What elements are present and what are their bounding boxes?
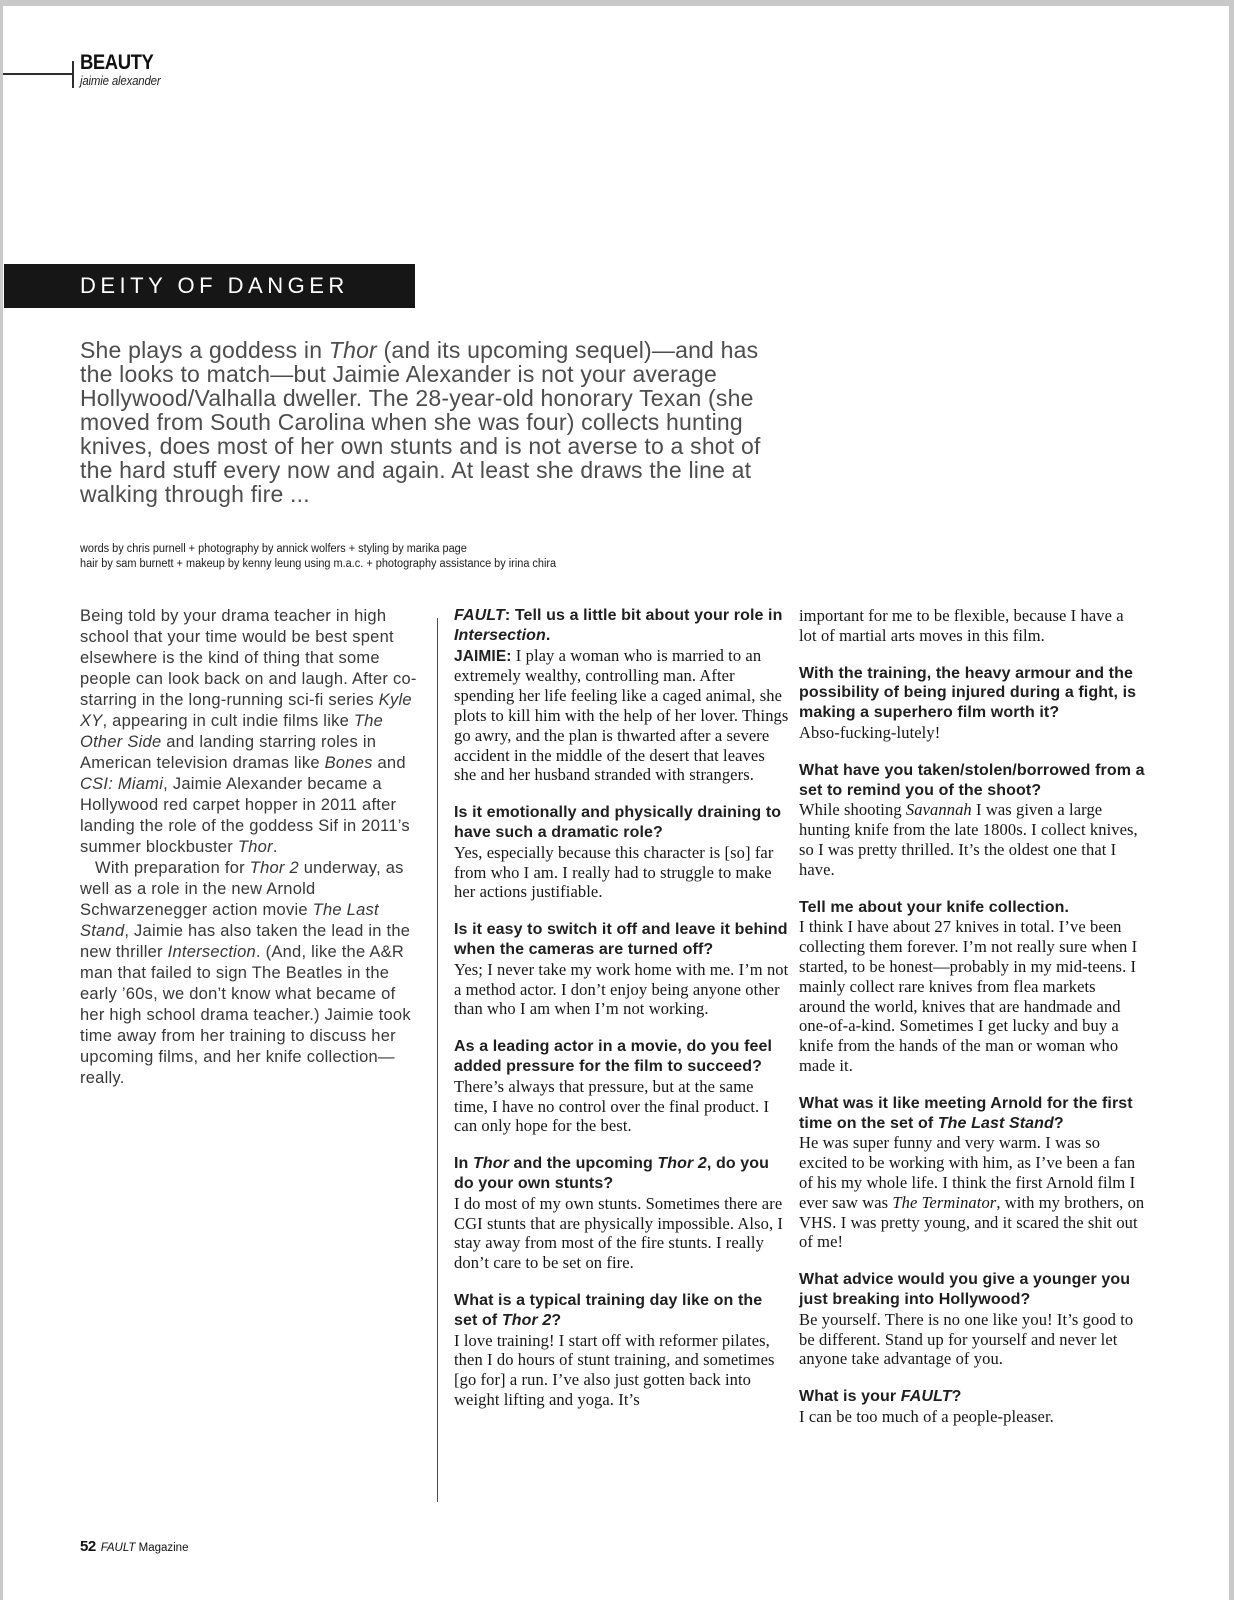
question-paragraph: What is your FAULT? bbox=[799, 1388, 962, 1406]
column-divider bbox=[437, 618, 438, 1502]
magazine-name-italic: FAULT bbox=[100, 1542, 136, 1554]
answer-paragraph: There’s always that pressure, but at the same time, I have no control over the final product. I can only hope for the best. bbox=[454, 1076, 770, 1136]
page-footer bbox=[80, 1538, 188, 1556]
answer-paragraph: I think I have about 27 knives in total. I’ve been collecting them forever. I’m not really sure when I started, to be honest—probably in my mid-teens. I mainly collect rare knives from flea markets around the world, knives that are handmade and one-of-a-kind. Sometimes I get lucky and buy a knife from the hands of the man or woman who made it. bbox=[799, 917, 1138, 1075]
question-paragraph: Is it emotionally and physically draining to have such a dramatic role? bbox=[454, 804, 782, 841]
article-title: DEITY OF DANGER bbox=[80, 273, 349, 298]
answer-paragraph: While shooting Savannah I was given a large hunting knife from the late 1800s. I collect knives, so I was pretty thrilled. It’s the oldest one that I have. bbox=[799, 800, 1138, 879]
question-paragraph: What advice would you give a younger you just breaking into Hollywood? bbox=[799, 1271, 1131, 1308]
kicker-rule-vertical bbox=[72, 61, 74, 88]
column-3 bbox=[799, 606, 1145, 1427]
answer-paragraph: Be yourself. There is no one like you! It’s good to be different. Stand up for yourself and never let anyone take advantage of you. bbox=[799, 1309, 1134, 1369]
column-2 bbox=[454, 606, 790, 1410]
answer-paragraph: Yes, especially because this character is [so] far from who I am. I really had to struggle to make her actions justifiable. bbox=[454, 842, 774, 902]
section-subject: jaimie alexander bbox=[80, 73, 161, 88]
question-paragraph: Is it easy to switch it off and leave it behind when the cameras are turned off? bbox=[454, 921, 788, 958]
question-paragraph: As a leading actor in a movie, do you feel added pressure for the film to succeed? bbox=[454, 1038, 773, 1075]
intro-paragraph: She plays a goddess in Thor (and its upcoming sequel)—and has the looks to match—but Jaimie Alexander is not your average Hollywood/Valhalla dweller. The 28-year-old honorary Texan (she moved from South Carolina when she was four) collects hunting knives, does most of her own stunts and is not averse to a shot of the hard stuff every now and again. At least she draws the line at walking through fire ... bbox=[80, 337, 761, 507]
answer-paragraph: I love training! I start off with reformer pilates, then I do hours of stunt training, and sometimes [go for] a run. I’ve also just gotten back into weight lifting and yoga. It’s bbox=[454, 1330, 775, 1409]
answer-paragraph: JAIMIE: I play a woman who is married to an extremely wealthy, controlling man. After spending her life feeling like a caged animal, she plots to kill him with the help of her lover. Things go awry, and the plan is thwarted after a severe accident in the middle of the desert that leaves she and her husband stranded with strangers. bbox=[454, 645, 789, 785]
section-title: BEAUTY bbox=[80, 51, 154, 74]
column-1 bbox=[80, 606, 422, 1089]
magazine-name bbox=[101, 1542, 189, 1554]
body-paragraph: With preparation for Thor 2 underway, as well as a role in the new Arnold Schwarzenegger action movie The Last Stand, Jaimie has also taken the lead in the new thriller Intersection. (And, like the A&R man that failed to sign The Beatles in the early ’60s, we don’t know what became of her high school drama teacher.) Jaimie took time away from her training to discuss her upcoming films, and her knife collection—really. bbox=[80, 859, 411, 1087]
question-paragraph: Tell me about your knife collection. bbox=[799, 898, 1070, 916]
credits-line-1: words by chris purnell + photography by annick wolfers + styling by marika page bbox=[80, 543, 467, 555]
question-paragraph: With the training, the heavy armour and the possibility of being injured during a fight, is making a superhero film worth it? bbox=[799, 664, 1137, 722]
answer-paragraph: I do most of my own stunts. Sometimes there are CGI stunts that are physically impossible. Also, I stay away from most of the fire stunts. I really don’t care to be set on fire. bbox=[454, 1193, 784, 1273]
question-paragraph: What was it like meeting Arnold for the first time on the set of The Last Stand? bbox=[799, 1094, 1133, 1132]
article-title-banner bbox=[4, 264, 415, 308]
question-paragraph: What is a typical training day like on the set of Thor 2? bbox=[454, 1291, 763, 1329]
section-kicker bbox=[80, 52, 160, 88]
question-paragraph: What have you taken/stolen/borrowed from a set to remind you of the shoot? bbox=[799, 761, 1145, 799]
question-paragraph: FAULT: Tell us a little bit about your role in Intersection. bbox=[454, 607, 783, 644]
page-number: 52 bbox=[80, 1538, 96, 1555]
answer-paragraph: He was super funny and very warm. I was so excited to be working with him, as I’ve been a fan of his my whole life. I think the first Arnold film I ever saw was The Terminator, with my brothers, on VHS. I was pretty young, and it scared the shit out of me! bbox=[799, 1133, 1145, 1252]
magazine-name-rest: Magazine bbox=[138, 1542, 189, 1554]
body-paragraph: Being told by your drama teacher in high school that your time would be best spent elsewhere is the kind of thing that some people can look back on and laugh. After co-starring in the long-running sci-fi series Kyle XY, appearing in cult indie films like The Other Side and landing starring roles in American television dramas like Bones and CSI: Miami, Jaimie Alexander became a Hollywood red carpet hopper in 2011 after landing the role of the goddess Sif in 2011’s summer blockbuster Thor. bbox=[80, 607, 417, 856]
answer-paragraph: Yes; I never take my work home with me. I’m not a method actor. I don’t enjoy being anyone other than who I am when I’m not working. bbox=[454, 959, 789, 1019]
answer-paragraph: Abso-fucking-lutely! bbox=[799, 722, 941, 742]
page-edge-left bbox=[0, 0, 3, 1600]
page-edge-right bbox=[1229, 0, 1234, 1600]
credits-line-2: hair by sam burnett + makeup by kenny leung using m.a.c. + photography assistance by irina chira bbox=[80, 558, 557, 570]
kicker-rule-horizontal bbox=[3, 73, 73, 75]
question-paragraph: In Thor and the upcoming Thor 2, do you do your own stunts? bbox=[454, 1155, 770, 1192]
answer-paragraph: I can be too much of a people-pleaser. bbox=[799, 1406, 1054, 1426]
answer-paragraph: important for me to be flexible, because I have a lot of martial arts moves in this film. bbox=[799, 606, 1124, 645]
credits bbox=[80, 542, 745, 572]
page-edge-top bbox=[0, 0, 1234, 6]
